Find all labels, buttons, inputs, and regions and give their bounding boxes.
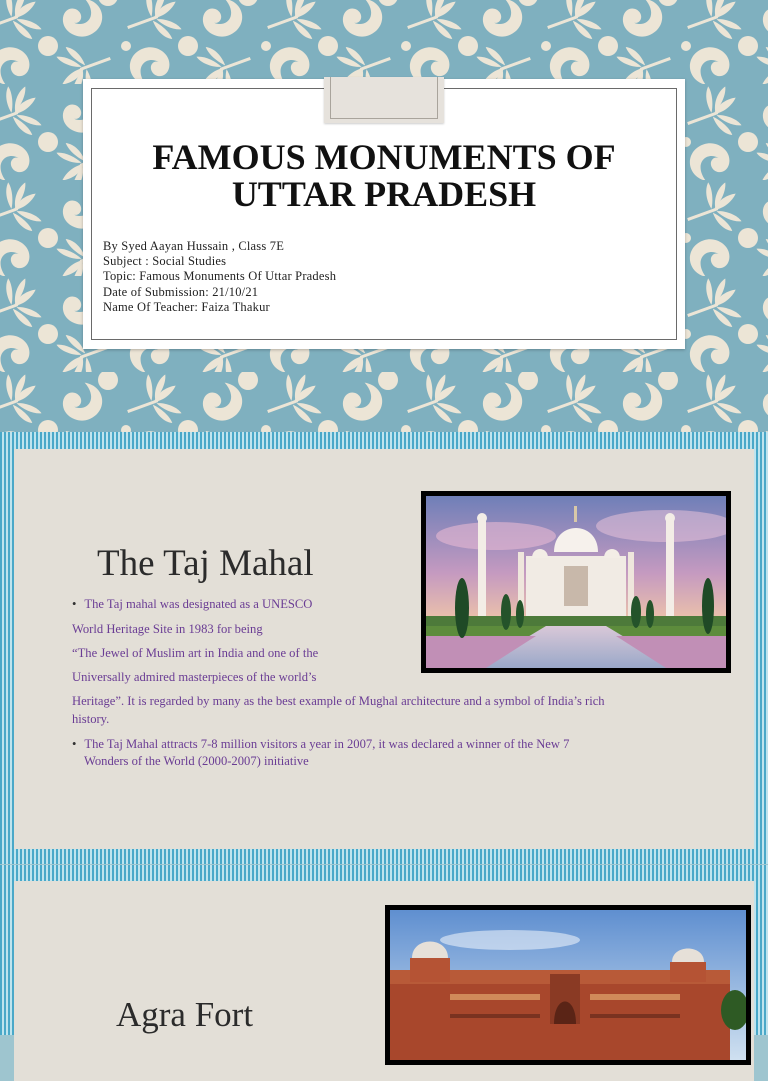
agra-fort-heading: Agra Fort bbox=[116, 995, 254, 1034]
title-line-1: FAMOUS MONUMENTS OF bbox=[152, 137, 616, 177]
card-tab-decoration bbox=[324, 77, 444, 123]
teacher-line: Name Of Teacher: Faiza Thakur bbox=[103, 299, 270, 314]
submission-date-line: Date of Submission: 21/10/21 bbox=[103, 284, 259, 299]
taj-mahal-heading: The Taj Mahal bbox=[97, 543, 314, 584]
bullet-icon: • bbox=[72, 737, 77, 751]
agra-fort-panel bbox=[14, 881, 754, 1081]
author-line: By Syed Aayan Hussain , Class 7E bbox=[103, 239, 285, 253]
title-line-2: UTTAR PRADESH bbox=[231, 174, 537, 214]
title-card bbox=[83, 79, 685, 349]
agra-fort-image bbox=[390, 910, 746, 1060]
presentation-info bbox=[103, 239, 336, 315]
presentation-title bbox=[103, 139, 665, 213]
taj-mahal-panel: The Taj Mahal • The Taj mahal was designated as a UNESCO World Heritage Site in 1983 for being “The Jewel of Muslim art in India and one of the Universally admired masterpieces of the world’s Heritage”. It is regarded by many as the best example of Mughal architecture and a symbol of India’s rich history. • The Taj Mahal attracts 7-8 million visitors a year in 2007, it was declared a winner of the New 7 Wonders of the World (2000-2007) initiative bbox=[14, 449, 754, 849]
title-slide bbox=[0, 0, 768, 432]
taj-mahal-slide bbox=[0, 432, 768, 864]
taj-mahal-photo bbox=[421, 491, 731, 673]
subject-line: Subject : Social Studies bbox=[103, 254, 227, 269]
topic-line: Topic: Famous Monuments Of Uttar Pradesh bbox=[103, 269, 337, 284]
taj-mahal-image bbox=[426, 496, 726, 668]
agra-fort-photo bbox=[385, 905, 751, 1065]
agra-fort-slide bbox=[0, 865, 768, 1035]
bullet-icon: • bbox=[72, 597, 77, 611]
